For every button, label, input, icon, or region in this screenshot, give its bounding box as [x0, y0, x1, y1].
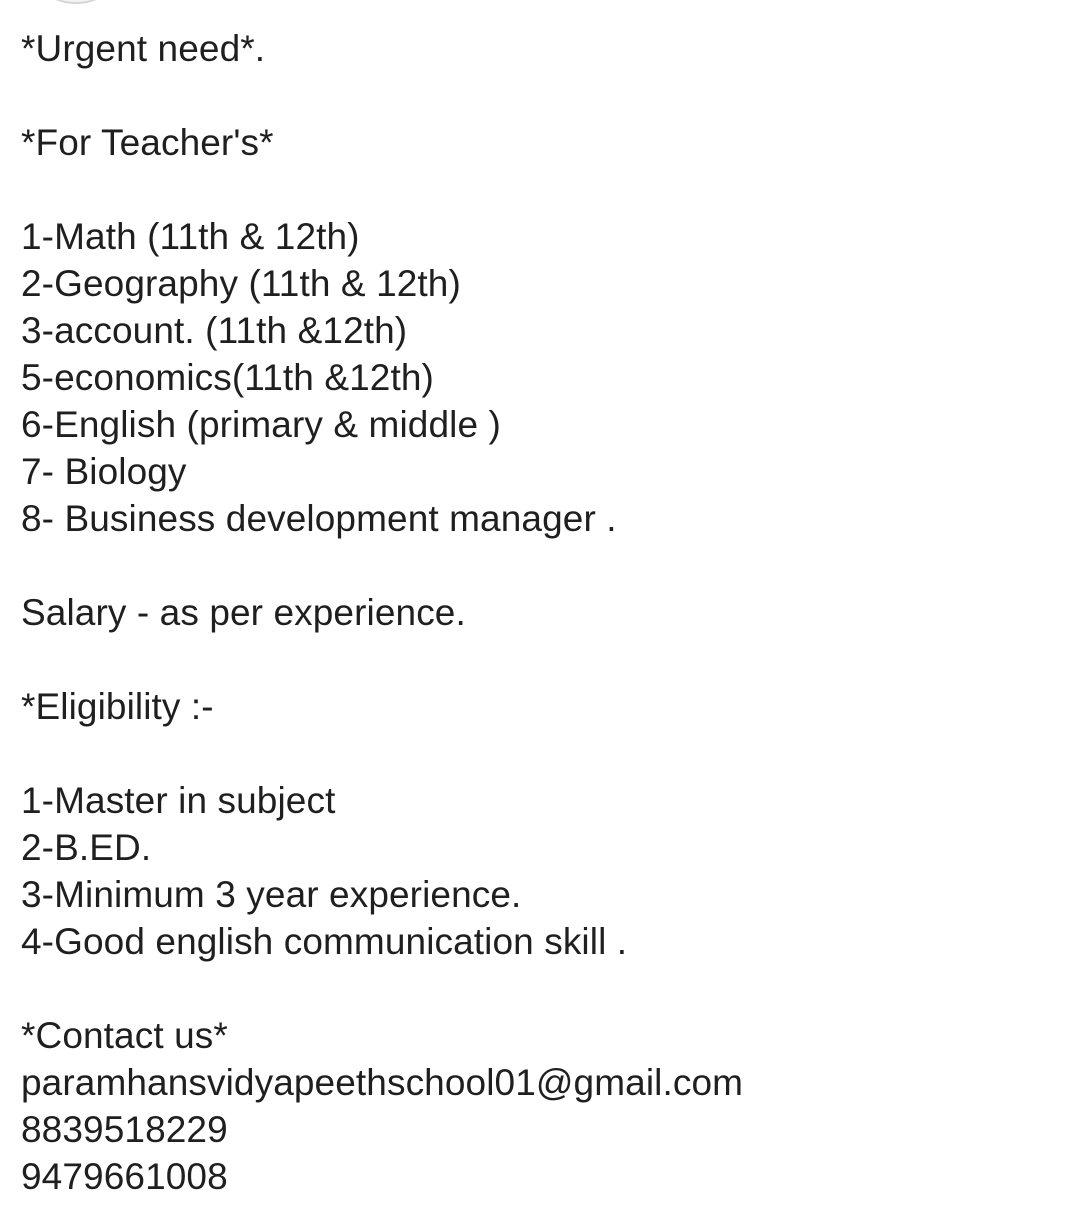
position-item: 6-English (primary & middle ) [21, 404, 501, 445]
position-item: 7- Biology [21, 451, 187, 492]
position-item: 8- Business development manager . [21, 498, 617, 539]
blank-line [21, 166, 1061, 213]
avatar-icon [46, 0, 106, 4]
eligibility-item: 1-Master in subject [21, 780, 336, 821]
message-body [21, 25, 1061, 1200]
position-item: 5-economics(11th &12th) [21, 357, 434, 398]
email-link[interactable]: paramhansvidyapeethschool01@gmail.com [21, 1062, 744, 1103]
heading-for-teachers: *For Teacher's* [21, 122, 274, 163]
position-item: 2-Geography (11th & 12th) [21, 263, 461, 304]
blank-line [21, 72, 1061, 119]
heading-urgent: *Urgent need*. [21, 28, 266, 69]
eligibility-item: 3-Minimum 3 year experience. [21, 874, 522, 915]
blank-line [21, 730, 1061, 777]
position-item: 3-account. (11th &12th) [21, 310, 408, 351]
position-item: 1-Math (11th & 12th) [21, 216, 360, 257]
eligibility-heading: *Eligibility :- [21, 686, 214, 727]
blank-line [21, 636, 1061, 683]
blank-line [21, 542, 1061, 589]
phone-link[interactable]: 8839518229 [21, 1109, 228, 1150]
salary-line: Salary - as per experience. [21, 592, 466, 633]
phone-link[interactable]: 9479661008 [21, 1156, 228, 1197]
blank-line [21, 965, 1061, 1012]
eligibility-item: 2-B.ED. [21, 827, 152, 868]
eligibility-item: 4-Good english communication skill . [21, 921, 628, 962]
contact-heading: *Contact us* [21, 1015, 228, 1056]
